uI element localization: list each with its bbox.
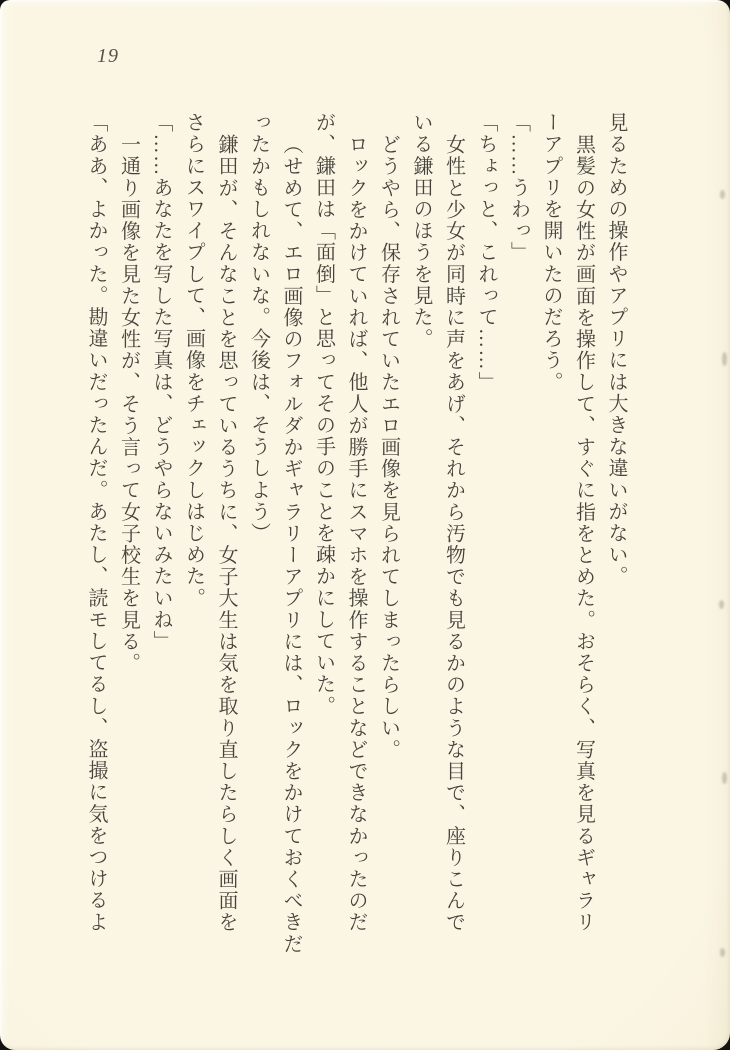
text-column-7: いる鎌田のほうを見た。 [410, 112, 432, 350]
text-column-14: さらにスワイプして、画像をチェックしはじめた。 [182, 112, 205, 609]
text-column-11: （せめて、エロ画像のフォルダかギャラリーアプリには、ロックをかけておくべきだ [280, 134, 302, 955]
text-column-4: 「……うわっ」 [507, 112, 530, 264]
text-columns [80, 112, 633, 955]
text-column-16: 一通り画像を見た女性が、そう言って女子校生を見る。 [117, 134, 140, 674]
text-column-17: 「ああ、よかった。勘違いだったんだ。あたし、読モしてるし、盗撮に気をつけるよ [85, 112, 107, 933]
page-number: 19 [97, 45, 119, 67]
text-column-13: 鎌田が、そんなことを思っているうちに、女子大生は気を取り直したらしく画面を [215, 134, 237, 934]
text-column-2: 黒髪の女性が画面を操作して、すぐに指をとめた。おそらく、写真を見るギャラリ [572, 134, 595, 934]
text-column-6: 女性と少女が同時に声をあげ、それから汚物でも見るかのような目で、座りこんで [442, 134, 465, 934]
text-column-1: 見るための操作やアプリには大きな違いがない。 [605, 112, 627, 588]
text-column-10: が、鎌田は「面倒」と思ってその手のことを疎かにしていた。 [312, 112, 335, 717]
text-column-15: 「……あなたを写した写真は、どうやらないみたいね」 [150, 112, 172, 652]
text-column-3: ーアプリを開いたのだろう。 [540, 112, 562, 393]
text-column-9: ロックをかけていれば、他人が勝手にスマホを操作することなどできなかったのだ [345, 134, 367, 934]
text-column-8: どうやら、保存されていたエロ画像を見られてしまったらしい。 [377, 134, 400, 761]
text-column-12: ったかもしれないな。今後は、そうしよう） [247, 112, 270, 544]
text-column-5: 「ちょっと、これって……」 [475, 112, 497, 393]
